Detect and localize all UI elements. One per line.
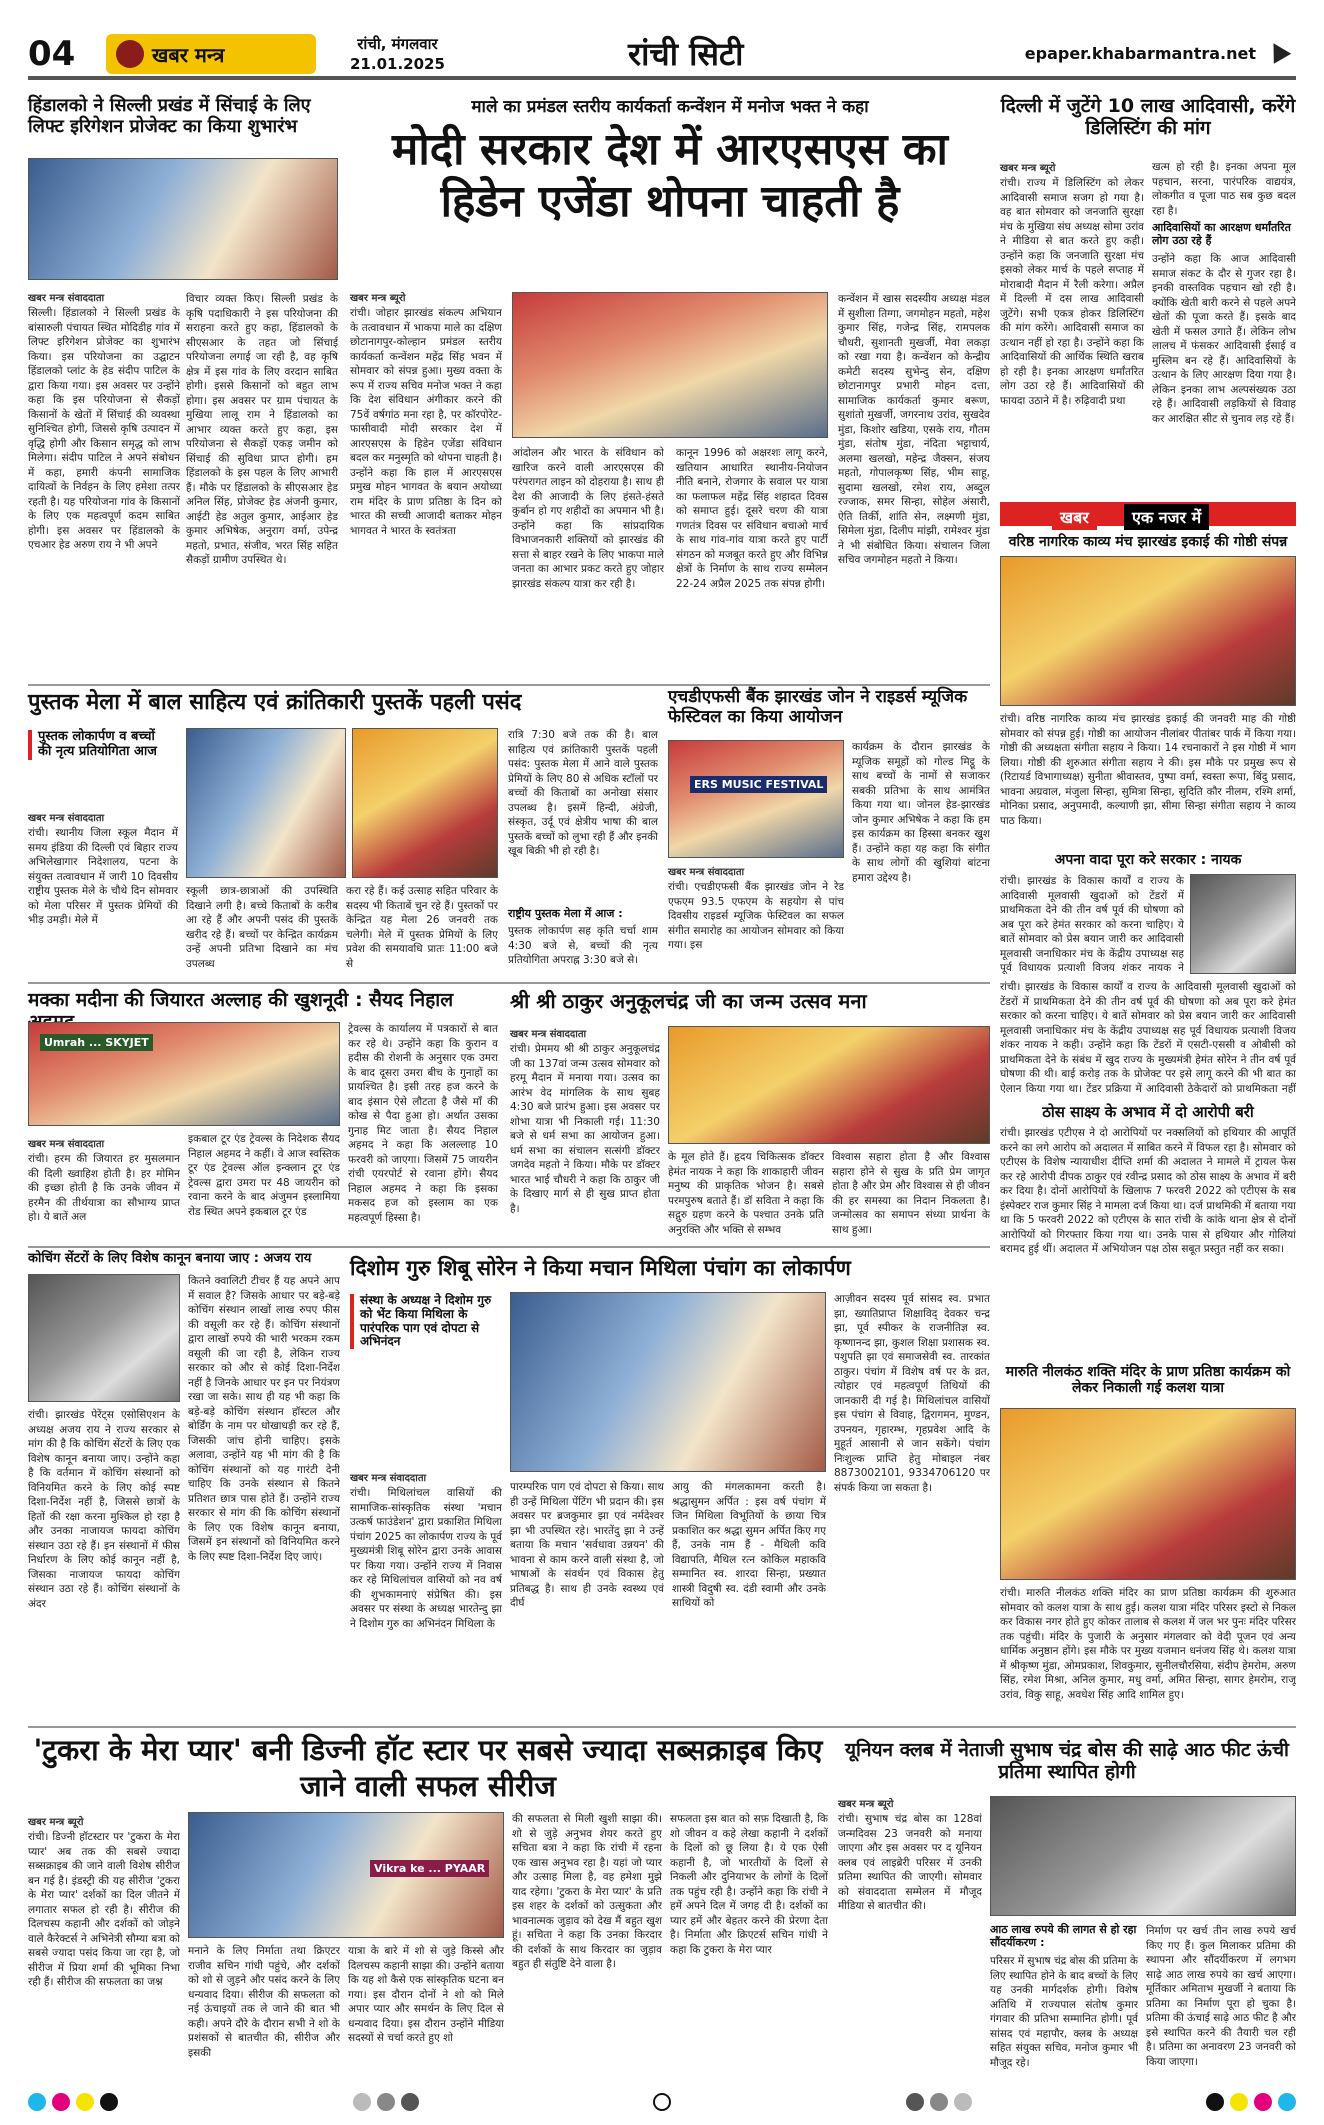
coaching-body-col1: रांची। झारखंड पेरेंट्स एसोसिएशन के अध्यक्ष अजय राय ने राज्य सरकार से मांग की है कि कोचिंग सेंटरों के लिए एक विशेष कानून बनाया जाए। उन्होंने कहा है कि वर्तमान में कोचिंग संस्थानों को विनियमित करने के लिए कोई स्पष्ट दिशा-निर्देश नहीं है, जिससे छात्रों के हितों की रक्षा करना मुश्किल हो रहा है और उनका नाजायज फायदा कोचिंग संस्थान उठा रहे हैं। इन संस्थानों में फीस निर्धारण के लिए कोई कानून नहीं है, जिसका नाजायज फायदा कोचिंग संस्थान उठा रहे हैं। कोचिंग संस्थानों के अंदर bbox=[28, 1409, 180, 1610]
cyan-dot-icon bbox=[1278, 2093, 1296, 2111]
bookfair-photo-right bbox=[352, 728, 498, 878]
black-dot-icon bbox=[1206, 2093, 1224, 2111]
modi-body-col1: रांची। जोहार झारखंड संकल्प अभियान के तत्वावधान में भाकपा माले का दक्षिण छोटानागपुर-कोल्हान प्रमंडल स्तरीय कार्यकर्ता कन्वेंशन महेंद्र सिंह भवन में सोमवार को संपन्न हुआ। मुख्य वक्ता के रूप में राज्य सचिव मनोज भक्त ने कहा कि देश संविधान अंगीकार करने की 75वें वर्षगांठ मना रहा है, पर कॉरपोरेट-फासीवादी मोदी सरकार देश में आरएसएस के हिडेन एजेंडा संविधान बदल कर मनुस्मृति को थोपना चाहती है। उन्होंने कहा कि हाल में आरएसएस प्रमुख मोहन भागवत के बयान अयोध्या राम मंदिर के प्राण प्रतिष्ठा के दिन को भारत की सच्ची आजादी बताकर मोहन भागवत ने भारत के स्वतंत्रता bbox=[350, 307, 502, 537]
nayak-portrait bbox=[1190, 874, 1296, 974]
makka-headline[interactable]: मक्का मदीना की जियारत अल्लाह की खुशनूदी : सैयद निहाल bbox=[28, 989, 454, 1011]
ajay-rai-portrait bbox=[28, 1274, 180, 1402]
hdfc-body-col2: कार्यक्रम के दौरान झारखंड के म्यूजिक समूहों को गोल्ड मिट्ठू के साथ बच्चों के नामों से सजाकर सबकी प्रतिभा के साथ आमंत्रित किया गया था। जोनल हेड-झारखंड जोन कुमार अभिषेक ने कहा कि हम इस कार्यक्रम का हिस्सा बनकर खुश हैं। उन्होंने कहा यह कहा कि संगीत के साथ लोगों की खुशियां बांटना हमारा उद्देश्य है। bbox=[852, 741, 990, 884]
ek-najar-body: रांची। वरिष्ठ नागरिक काव्य मंच झारखंड इकाई की जनवरी माह की गोष्ठी सोमवार को संपन्न हुई। गोष्ठी का आयोजन नीलांबर पीतांबर पार्क में किया गया। गोष्ठी की अध्यक्षता संगीता सहाय ने किया। 14 रचनाकारों ने इस गोष्ठी में भाग लिया। गोष्ठी की शुरुआत संगीता सहाय ने की। इस मौके पर प्रमुख रूप से (रिटायर्ड विभागाध्यक्ष) सुनीता श्रीवास्तव, पुष्पा वर्मा, स्वस्ता रूपा, बिंदु प्रसाद, भावना अग्रवाल, मंजुला सिन्हा, सुमित्रा सिन्हा, सुदिति कौर नीलम, रश्मि शर्मा, मोनिका प्रसाद, अनुपमादी, कल्याणी झा, सीमा सिन्हा संगीता सहाय ने काव्य पाठ किया। bbox=[1000, 713, 1296, 827]
tribal-body-col2: खत्म हो रही है। इनका अपना मूल पहचान, सरना, पारंपरिक वाद्ययंत्र, लोकगीत व पूजा पाठ सब कुछ बदल रहा है। bbox=[1152, 161, 1296, 217]
nayak-body-top: रांची। झारखंड के विकास कार्यों व राज्य के आदिवासी मूलवासी खुदाओं को टेंडरों में प्राथमिकता देने की तीन वर्ष पूर्व की घोषणा को अब पूरा करे हेमंत सरकार को करना चाहिए। ये बातें सोमवार को प्रेस बयान जारी कर आदिवासी मूलवासी जनाधिकार मंच के केंद्रीय उपाध्यक्ष सह पूर्व विधायक प्रत्याशी विजय शंकर नायक ने bbox=[1000, 875, 1184, 974]
hindalco-body-col1: सिल्ली। हिंडालको ने सिल्ली प्रखंड के बांसारुली पंचायत स्थित मोदिडीह गांव में लिफ्ट इरिगेशन प्रोजेक्ट का शुभारंभ किया। इस परियोजना का उद्घाटन हिंडालको प्लांट के हेड संदीप पाटिल के द्वारा किया गया। इस अवसर पर उन्होंने कहा कि इस परियोजना से सैकड़ों किसानों के खेतों में सिंचाई की व्यवस्था सुनिश्चित होगी, जिससे कृषि उत्पादन में वृद्धि होगी और किसान समृद्ध को लाभ मिलेगा। संदीप पाटिल ने अपने संबोधन में कहा, हमारी कंपनी सामाजिक दायित्वों के निर्वहन के लिए हमेशा तत्पर रहती है। यह परियोजना गांव के किसानों के लिए एक महत्वपूर्ण कदम साबित होगी। इस अवसर पर हिंडालको के एचआर हेड अरुण राय ने भी अपने bbox=[28, 307, 180, 551]
bookfair-photo-left bbox=[186, 728, 346, 878]
bookfair-headline[interactable]: पुस्तक मेला में बाल साहित्य एवं क्रांतिकारी पुस्तकें पहली पसंद bbox=[28, 690, 522, 715]
kalash-yatra-photo bbox=[1000, 1408, 1296, 1580]
color-dots-right bbox=[1206, 2093, 1296, 2111]
modi-byline: खबर मन्त्र ब्यूरो bbox=[350, 293, 406, 304]
gray-dot-icon bbox=[930, 2093, 948, 2111]
hdfc-byline: खबर मन्त्र संवाददाता bbox=[668, 867, 745, 878]
coaching-body-col2: कितने क्वालिटी टीचर हैं यह अपने आप में सवाल है? जिसके आधार पर बड़े-बड़े कोचिंग संस्थान लाखों लाख रुपए फीस की वसूली कर रहे हैं। कोचिंग संस्थानों द्वारा लाखों रुपये की भारी भरकम रकम वसूली की जा रही है, लेकिन राज्य सरकार को और से कोई दिशा-निर्देश नहीं है जिनके आधार पर इन पर नियंत्रण रखा जा सके। साथ ही यह भी कहा कि बड़े-बड़े कोचिंग संस्थान हॉस्टल और बोर्डिंग के नाम पर धोखाधड़ी कर रहे हैं, जिसकी जांच होनी चाहिए। इसके अलावा, उन्होंने यह भी मांग की है कि कोचिंग संस्थानों को यह गारंटी देनी चाहिए कि उनके संस्थान से कितने प्रतिशत छात्र पास होते हैं। उन्होंने राज्य सरकार से मांग की कि कोचिंग संस्थानों के लिए एक विशेष कानून बनाया, जिसमें इन संस्थानों को विनियमित करने के लिए स्पष्ट दिशा-निर्देश दिए जाएं। bbox=[188, 1275, 340, 1563]
makka-body-col2: इकबाल टूर एंड ट्रेवल्स के निदेशक सैयद निहाल अहमद ने कहीं। वे आज स्वस्तिक टूर एंड ट्रेवल्स ऑल इन्क्लान टूर एंड ट्रेवल्स द्वारा उमरा पर 48 जायरीन को रवाना करने के बाद अंजुमन इस्लामिया रोड स्थित अपने इकबाल टूर एंड bbox=[188, 1133, 340, 1218]
tribal-body-col3: उन्होंने कहा कि आज आदिवासी समाज संकट के दौर से गुजर रहा है। इनकी वास्तविक पहचान खो रही है। क्योंकि खेती बारी करने से पहले अपने खेतों की पूजा करते हैं। इसके बाद खेती में फसल उगाते हैं। लेकिन लोभ लालच में फंसकर आदिवासी ईसाई व मुस्लिम बन रहे हैं। आदिवासियों के उत्थान के लिए आरक्षण दिया गया है। लेकिन इनका लाभ अल्पसंख्यक उठा रहे हैं। आदिवासी लड़कियों से विवाह कर आरक्षित सीट से चुनाव लड़ रहे हैं। bbox=[1152, 253, 1296, 425]
hindalco-body-col2: विचार व्यक्त किए। सिल्ली प्रखंड के कृषि पदाधिकारी ने इस परियोजना की सराहना करते हुए कहा, हिंडालको के सीएसआर के तहत जो सिंचाई परियोजना लगाई जा रही है, वह कृषि क्षेत्र में इस गांव के लिए वरदान साबित होगी। इससे किसानों को बहुत लाभ होगा। इस अवसर पर ग्राम पंचायत के मुखिया लालू राम ने हिंडालको का आभार व्यक्त करते हुए कहा, इस परियोजना से सैकड़ों एकड़ जमीन को सिंचाई की सुविधा प्राप्त होगी। हम हिंडालको के इस पहल के लिए आभारी हैं। मौके पर हिंडालको के सीएसआर हेड अनिल सिंह, प्रोजेक्ट हेड अंजनी कुमार, आईटी हेड अतुल कुमार, आईआर हेड कुमार अभिषेक, अनुराग वर्मा, उपेन्द्र महतो, प्रभात, संजीव, भरत सिंह सहित सैकड़ों ग्रामीण उपस्थित थे। bbox=[186, 293, 338, 566]
divider bbox=[28, 982, 990, 984]
modi-body-col3: कानून 1996 को अक्षरशः लागू करने, खतियान आधारित स्थानीय-नियोजन नीति बनाने, रोजगार के सवाल पर यात्रा का फलाफल महेंद्र सिंह शहादत दिवस को समाप्त हुई। दूसरे चरण की यात्रा गणतंत्र दिवस पर संविधान बचाओ मार्च के साथ गांव-गांव यात्रा करते हुए पार्टी संगठन को मजबूत करते हुए और विभिन्न क्षेत्रों के निर्माण के साथ राज्य सम्मेलन 22-24 अप्रैल 2025 तक संपन्न होगी। bbox=[676, 447, 828, 590]
ek-najar-headline[interactable]: वरिष्ठ नागरिक काव्य मंच झारखंड इकाई की गोष्ठी संपन्न bbox=[1008, 534, 1288, 550]
dishom-headline[interactable]: दिशोम गुरु शिबू सोरेन ने किया मचान मिथिला पंचांग का लोकार्पण bbox=[350, 1256, 851, 1280]
thakur-byline: खबर मन्त्र संवाददाता bbox=[510, 1029, 587, 1040]
brand-badge[interactable] bbox=[106, 34, 316, 74]
music-festival-banner: ERS MUSIC FESTIVAL bbox=[690, 776, 827, 793]
gray-dots-right bbox=[906, 2093, 972, 2111]
tribal-subhead: आदिवासियों का आरक्षण धर्मांतरित लोग उठा रहे हैं bbox=[1152, 221, 1291, 247]
bookfair-body-col1: रांची। स्थानीय जिला स्कूल मैदान में समय इंडिया की दिल्ली एवं बिहार राज्य अभिलेखागार निदेशालय, पटना के संयुक्त तत्वावधान में जारी 10 दिवसीय राष्ट्रीय पुस्तक मेले के चौथे दिन सोमवार को मेला परिसर में पुस्तक प्रेमियों की भीड़ उमड़ी। मेले में bbox=[28, 827, 178, 926]
yellow-dot-icon bbox=[1230, 2093, 1248, 2111]
panchang-launch-photo bbox=[510, 1292, 826, 1472]
pointer-icon bbox=[1265, 38, 1291, 64]
magenta-dot-icon bbox=[1254, 2093, 1272, 2111]
print-registration-strip bbox=[28, 2090, 1296, 2114]
netaji-byline: खबर मन्त्र ब्यूरो bbox=[838, 1799, 894, 1810]
hindalco-headline[interactable]: हिंडालको ने सिल्ली प्रखंड में सिंचाई के लिए लिफ्ट इरिगेशन प्रोजेक्ट का किया शुभारंभ bbox=[28, 95, 311, 137]
divider bbox=[28, 1726, 1296, 1728]
netaji-body-col2: परिसर में सुभाष चंद्र बोस की प्रतिमा के लिए स्थापित होने के बाद बच्चों के लिए यह उनकी मार्गदर्शक होगी। विशेष अतिथि में राज्यपाल संतोष कुमार गंगवार की प्रतिभा सम्मानित होगी। पूर्व सांसद एवं महापौर, क्लब के अध्यक्ष सहित संयुक्त सचिव, मनोज कुमार भी मौजूद रहे। bbox=[990, 1955, 1138, 2069]
modi-body-col2: आंदोलन और भारत के संविधान को खारिज करने वाली आरएसएस की परंपरागत लाइन को दोहराया है। साथ ही देश की आजादी के लिए हंसते-हंसते कुर्बान हो गए शहीदों का अपमान भी है। उन्होंने कहा कि सांप्रदायिक विभाजनकारी शक्तियों को झारखंड की सत्ता से बाहर रखने के लिए भाकपा माले जनता का आभार प्रकट करते हुए जोहार झारखंड संकल्प यात्रा कर रही है। bbox=[512, 447, 664, 590]
thakur-gathering-photo bbox=[668, 1026, 990, 1144]
hdfc-headline[interactable]: एचडीएफसी बैंक झारखंड जोन ने राइडर्स म्यूजिक फेस्टिवल का किया आयोजन bbox=[668, 687, 968, 727]
cyan-dot-icon bbox=[28, 2093, 46, 2111]
nayak-body: रांची। झारखंड के विकास कार्यों व राज्य के आदिवासी मूलवासी खुदाओं को टेंडरों में प्राथमिकता देने की तीन वर्ष पूर्व की घोषणा को अब पूरा करे हेमंत सरकार को करना चाहिए। ये बातें सोमवार को प्रेस बयान जारी कर आदिवासी मूलवासी जनाधिकार मंच के केंद्रीय उपाध्यक्ष सह पूर्व विधायक प्रत्याशी विजय शंकर नायक ने कही। उन्होंने कहा कि टेंडरों में एसटी-एससी व ओबीसी को प्राथमिकता देने के संबंध में खुद राज्य के मुख्यमंत्री हेमंत सोरेन ने तीन वर्ष पूर्व घोषणा की थी। बाई करोड़ तक के प्रोजेक्ट पर इसे लागू करने की भी बात का ऐलान किया गया था। टेंडर प्रक्रिया में आदिवासी ठेकेदारों को प्राथमिकता नहीं bbox=[1000, 981, 1296, 1095]
gray-dot-icon bbox=[954, 2093, 972, 2111]
modi-headline[interactable]: मोदी सरकार देश में आरएसएस का हिडेन एजेंडा थोपना चाहती है bbox=[392, 124, 948, 227]
black-dot-icon bbox=[100, 2093, 118, 2111]
bookfair-body-col4: रात्रि 7:30 बजे तक की है। बाल साहित्य एवं क्रांतिकारी पुस्तकें पहली पसंद: पुस्तक मेला में आने वाले पुस्तक प्रेमियों के लिए 80 से अधिक स्टॉलों पर बच्चों की किताबों का अनोखा संसार उपलब्ध है। इसमें हिन्दी, अंग्रेजी, संस्कृत, उर्दू एवं क्षेत्रीय भाषा की बाल पुस्तकें बच्चों को लुभा रही हैं और इनकी खूब बिक्री भी हो रही है। bbox=[508, 729, 658, 857]
dishom-body-col3: आयु की मंगलकामना करती है। श्रद्धासुमन अर्पित : इस वर्ष पंचांग में जिन मिथिला विभूतियों के छाया चित्र प्रकाशित कर श्रद्धा सुमन अर्पित किए गए हैं, उनके नाम हैं - मैथिली कवि विद्यापति, मैथिल रत्न कोकिल महाकवि सम्मानित स्व. शारदा सिन्हा, प्रख्यात शास्त्री विदुषी स्व. दंडी स्वामी और उनके साथियों को bbox=[672, 1481, 826, 1609]
makka-byline: खबर मन्त्र संवाददाता bbox=[28, 1139, 105, 1150]
gray-dot-icon bbox=[401, 2093, 419, 2111]
ek-najar-tag2: एक नजर में bbox=[1124, 504, 1209, 530]
tukra-body-col4: की सफलता से मिली खुशी साझा की। शो से जुड़े अनुभव शेयर करते हुए सचिता बत्रा ने कहा कि रांची में रहना एक खास अनुभव रहा है। यहां जो प्यार और उत्साह मिला है, वह हमेशा मुझे याद रहेगा। 'टुकरा के मेरा प्यार' के प्रति इस शहर के दर्शकों को उत्सुकता और भावनात्मक जुड़ाव को देख मैं बहुत खुश हूं। सचिता ने कहा कि उनका किरदार की दर्शकों के साथ किरदार का जुड़ाव बहुत ही संतुष्टि देने वाला है। bbox=[512, 1813, 662, 1970]
umrah-banner: Umrah ... SKYJET bbox=[40, 1034, 153, 1051]
bookfair-body-col3: करा रहे हैं। कई उत्साह सहित परिवार के सदस्य भी किताबें चुन रहे हैं। पुस्तकों पर केन्द्रित यह मेला 26 जनवरी तक चलेगी। मेले में पुस्तक प्रेमियों के लिए प्रवेश की समयावधि प्रातः 11:00 बजे से bbox=[346, 885, 498, 970]
modi-body-col4: कन्वेंशन में खास सदस्यीय अध्यक्ष मंडल में सुशीला तिग्गा, जगमोहन महतो, महेश कुमार सिंह, गजेन्द्र सिंह, रामपलक चौधरी, सुशानती मुखर्जी, मेवा लकड़ा को रखा गया है। कन्वेंशन को केन्द्रीय कमेटी सदस्य सुभेन्दु सेन, दक्षिण छोटानागपुर प्रभारी मोहन दत्ता, सामाजिक कार्यकर्ता कुमार बरूण, सुशांतो मुखर्जी, जगरनाथ उरांव, सुखदेव मुंडा, किशोर खडिया, एसके राय, गौतम मुंडा, संतोष मुंडा, नंदिता भट्टाचार्य, अलमा खलखो, महेन्द्र जैक्सन, संजय महतो, गोपालकृष्ण सिंह, भीम साहू, सुदामा खलखो, रमेश राय, अब्दुल रज्जाक, समर सिन्हा, सोहेल अंसारी, ऐति तिर्की, शांति सेन, लक्ष्मणी मुंडा, सिमेला मुंडा, दिलीप मांझी, रामेश्वर मुंडा ने भी संबोधित किया। संचालन जिला सचिव जगमोहन महतो ने किया। bbox=[838, 293, 990, 566]
netaji-body-col3: निर्माण पर खर्च तीन लाख रुपये खर्च किए गए हैं। कुल मिलाकर प्रतिमा की स्थापना और सौंदर्यीकरण में लगभग साढ़े आठ लाख रुपये का खर्च आएगा। मूर्तिकार अमिताभ मुखर्जी ने बताया कि प्रतिमा का निर्माण पूरा हो चुका है। प्रतिमा की ऊंचाई साढ़े आठ फीट है और इसे स्थापित करने की तैयारी चल रही है। प्रतिमा का अनावरण 23 जनवरी को किया जाएगा। bbox=[1146, 1925, 1296, 2068]
thakur-body-col3: विश्वास सहारा होता है और विश्वास सहारा होने से सुख के प्रति प्रेम जागृत होता है और प्रेम और विश्वास से ही जीवन की हर समस्या का निदान निकलता है। जन्मोत्सव का समापन संध्या प्रार्थना के साथ हुआ। bbox=[832, 1151, 990, 1236]
dishom-byline: खबर मन्त्र संवाददाता bbox=[350, 1473, 427, 1484]
brand-name: खबर मन्त्र bbox=[152, 42, 225, 67]
gray-dots-left bbox=[353, 2093, 419, 2111]
tukra-body-col1: रांची। डिज्नी हॉटस्टार पर 'टुकरा के मेरा प्यार' अब तक की सबसे ज्यादा सब्सक्राइब की जाने वाली विशेष सीरीज बन गई है। इंडस्ट्री की यह सीरीज 'टुकरा के मेरा प्यार' दर्शकों का दिल जीतने में लगातार सफल हो रही है। सीरीज की दिलचस्प कहानी और दर्शकों को जोड़ने वाले कैरेक्टर्स ने अभिनेत्री सौम्या बत्रा को सबसे ज्यादा पसंद किया जा रहा है, जो सीरीज में प्रिया शर्मा की भूमिका निभा रही हैं। सीरीज की सफलता का जश्न bbox=[28, 1831, 180, 1988]
makka-body-col1: रांची। हरम की जियारत हर मुसलमान की दिली ख्वाहिश होती है। हर मोमिन की इच्छा होती है कि उनके जीवन में हरमैन की तीर्थयात्रा का सौभाग्य प्राप्त हो। ये बातें अल bbox=[28, 1153, 180, 1223]
tukra-poster-text: Vikra ke ... PYAAR bbox=[370, 1860, 489, 1877]
ek-najar-tag1: खबर bbox=[1052, 504, 1097, 530]
tukra-byline: खबर मन्त्र ब्यूरो bbox=[28, 1817, 84, 1828]
modi-convention-photo bbox=[512, 292, 828, 438]
hindalco-byline: खबर मन्त्र संवाददाता bbox=[28, 293, 105, 304]
section-title: रांची सिटी bbox=[628, 35, 744, 73]
hindalco-photo bbox=[28, 158, 338, 280]
tukra-body-col3: यात्रा के बारे में शो से जुड़े किस्से और दिलचस्प कहानी साझा की। उन्होंने बताया कि यह शो कैसे एक सांस्कृतिक घटना बन गया। इस दौरान दोनों ने शो को मिले अपार प्यार और समर्थन के लिए दिल से धन्यवाद दिया। इस दौरान उन्होंने मीडिया सदस्यों से चर्चा करते हुए शो bbox=[348, 1945, 504, 2044]
crosshair-icon bbox=[653, 2093, 671, 2111]
saboot-body: रांची। झारखंड एटीएस ने दो आरोपियों पर नक्सलियों को हथियार की आपूर्ति करने का लगे आरोप को अदालत में साबित करने में विफल रहा है। सोमवार को एटीएस के विशेष न्यायाधीश दीप्ति शर्मा की अदालत ने मामले में ट्रायल फेस कर रहे आरोपी दीपक ठाकुर एवं रवीन्द्र प्रसाद को ठोस साक्ष्य के अभाव में बरी कर दिया है। दोनों आरोपियों के खिलाफ 7 फरवरी 2022 को एटीएस के सब इंस्पेक्टर राज कुमार सिंह ने मामला दर्ज किया था। दर्ज प्राथमिकी में बताया गया था कि 5 फरवरी 2022 को एटीएस के सात रांची के कांके थाना क्षेत्र से दोनों आरोपियों को गिरफ्तार किया गया था। उनके पास से हथियार और गोलियां बरामद हुई थीं। अदालत में अभियोजन पक्ष ठोस सबूत प्रस्तुत नहीं कर सका। bbox=[1000, 1127, 1296, 1255]
page-header bbox=[28, 30, 1296, 80]
saboot-headline[interactable]: ठोस साक्ष्य के अभाव में दो आरोपी बरी bbox=[1042, 1103, 1254, 1121]
bookfair-sub2: राष्ट्रीय पुस्तक मेला में आज : bbox=[508, 907, 623, 920]
netaji-subhead: आठ लाख रुपये की लागत से हो रहा सौंदर्यीकरण : bbox=[990, 1923, 1137, 1949]
dishom-body-col4: आज़ीवन सदस्य पूर्व सांसद स्व. प्रभात झा, ख्यातिप्राप्त शिक्षाविद् देवकर चन्द्र झा, पूर्व स्पीकर के राजनीतिज्ञ स्व. कृष्णानन्द झा, कुशल शिक्षा प्रशासक स्व. पशुपति झा एवं समाजसेवी स्व. तारकांत ठाकुर। पंचांग में विशेष वर्ष पर के व्रत, त्योहार एवं महत्वपूर्ण तिथियों की जानकारी दी गई है। मिथिलांचल वासियों इस पंचांग से विवाह, द्विरागमन, मुण्डन, उपनयन, गृहारम्भ, गृहप्रवेश आदि के मुहूर्त आसानी से जान सकेंगे। पंचांग निःशुल्क प्राप्ति हेतु मोबाइल नंबर 8873002101, 9334706120 पर संपर्क किया जा सकता है। bbox=[834, 1293, 990, 1494]
issue-date-value: 21.01.2025 bbox=[350, 55, 445, 73]
divider bbox=[28, 1246, 990, 1248]
maruti-headline[interactable]: मारुति नीलकंठ शक्ति मंदिर के प्राण प्रतिष्ठा कार्यक्रम को लेकर निकाली गई कलश यात्रा bbox=[1005, 1364, 1291, 1397]
bookfair-body-col2: स्कूली छात्र-छात्राओं की उपस्थिति दिखाने लगी है। बच्चे किताबों के करीब आ रहे हैं और अपनी पसंद की पुस्तकें खरीद रहे हैं। बच्चों पर केन्द्रित कार्यक्रम उन्हें अपनी प्रतिभा दिखाने का मंच उपलब्ध bbox=[186, 885, 338, 970]
gray-dot-icon bbox=[353, 2093, 371, 2111]
dishom-body-col2: पारम्परिक पाग एवं दोपटा से किया। साथ ही उन्हें मिथिला पेंटिंग भी प्रदान की। इस अवसर पर ब्रजकुमार झा एवं नर्मदेश्वर झा भी उपस्थित रहे। भारतेंदु झा ने उन्हें बताया कि मचान 'सर्वधावा उन्नयन' की भावना से काम करने वाली संस्था है, जो भाषाओं के संवर्धन एवं विकास हेतु प्रतिबद्ध है। साथ ही उनके स्वस्थ्य एवं दीर्घ bbox=[510, 1481, 664, 1609]
poets-group-photo bbox=[1000, 556, 1296, 706]
magenta-dot-icon bbox=[52, 2093, 70, 2111]
hdfc-body-col1: रांची। एचडीएफसी बैंक झारखंड जोन ने रेड एफएम 93.5 एफएम के सहयोग से पांच दिवसीय राइडर्स म्यूजिक फेस्टिवल का सफल संगीत समारोह का आयोजन सोमवार को किया गया। इस bbox=[668, 881, 844, 951]
modi-kicker: माले का प्रमंडल स्तरीय कार्यकर्ता कन्वेंशन में मनोज भक्त ने कहा bbox=[471, 97, 869, 117]
epaper-url-link[interactable]: epaper.khabarmantra.net bbox=[1024, 44, 1256, 63]
nayak-headline[interactable]: अपना वादा पूरा करे सरकार : नायक bbox=[1054, 852, 1242, 868]
thakur-body-col1: रांची। प्रेममय श्री श्री ठाकुर अनुकूलचंद्र जी का 137वां जन्म उत्सव सोमवार को हरमू मैदान में मनाया गया। उत्सव का आरंभ वेद मांगलिक के साथ सुबह 4:30 बजे प्रारंभ हुआ। इस अवसर पर शोभा यात्रा भी निकाली गई। 11:30 बजे से धर्म सभा का आयोजन हुआ। धर्म सभा का संचालन सत्संगी डॉक्टर जगदेव महतो ने किया। मौके पर डॉक्टर भारत भाई चौधरी ने कहा कि ठाकुर जी के दिखाए मार्ग से ही सुख प्राप्त होता है। bbox=[510, 1043, 660, 1215]
gray-dot-icon bbox=[906, 2093, 924, 2111]
divider bbox=[28, 684, 990, 686]
yellow-dot-icon bbox=[76, 2093, 94, 2111]
coaching-headline[interactable]: कोचिंग सेंटरों के लिए विशेष कानून बनाया जाए : अजय राय bbox=[28, 1251, 312, 1266]
makka-body-col3: ट्रेवल्स के कार्यालय में पत्रकारों से बात कर रहे थे। उन्होंने कहा कि कुरान व हदीस की रोशनी के अनुसार एक उमरा के बाद दूसरा उमरा बीच के गुनाहों का प्रायश्चित है। इसी तरह हज करने के बाद इंसान ऐसे लौटता है जैसे माँ की कोख से पैदा हुआ हो। अर्थात उसका गुनाह मिट जाता है। सैयद निहाल अहमद ने कहा कि अलल्लाह 10 फरवरी को जाएगा। जिसमें 75 जायरीन रांची एयरपोर्ट से रवाना होंगे। सैयद निहाल अहमद ने कहा कि इसका मकसद हज को इस्लाम का एक महत्वपूर्ण हिस्सा है। bbox=[348, 1023, 498, 1224]
tribal-byline: खबर मन्त्र ब्यूरो bbox=[1000, 163, 1056, 174]
thakur-body-col2: के मूल होते हैं। हृदय चिकित्सक डॉक्टर हेमंत नायक ने कहा कि शाकाहारी जीवन मनुष्य की प्राकृतिक भोजन है। सबसे परमपुरुष बताते हैं। डॉ सविता ने कहा कि सद्गुरु ग्रहण करने के पश्चात उनके प्रति अनुरक्ति और भक्ति से सम्भव bbox=[668, 1151, 824, 1236]
thakur-headline[interactable]: श्री श्री ठाकुर अनुकूलचंद्र जी का जन्म उत्सव मना bbox=[510, 989, 867, 1013]
maruti-body: रांची। मारुति नीलकंठ शक्ति मंदिर का प्राण प्रतिष्ठा कार्यक्रम की शुरुआत सोमवार को कलश यात्रा के साथ हुई। कलश यात्रा मंदिर परिसर इस्टो से निकल कर विकास नगर होते हुए कोकर तालाब से कलश में जल भर पुनः मंदिर परिसर तक पहुंची। मंदिर के पुजारी के अनुसार मंगलवार को वेदी पूजन एवं अन्य धार्मिक अनुष्ठान होंगे। इस मौके पर मुख्य यजमान धनंजय सिंह थे। कलश यात्रा में श्रीकृष्ण मुंडा, ओमप्रकाश, शिवकुमार, सुनीलचौरसिया, संदीप हेमरोम, अरुण सिंह, रमेश मिश्रा, अनिल कुमार, मधु वर्मा, अमित सिन्हा, सागर हेमरोम, राजू उरांव, विकु साहू, अवधेश सिंह आदि शामिल हुए। bbox=[1000, 1587, 1296, 1701]
dishom-subhead: संस्था के अध्यक्ष ने दिशोम गुरु को भेंट किया मिथिला के पारंपरिक पाग एवं दोपटा से अभिनंदन bbox=[350, 1294, 500, 1349]
gray-dot-icon bbox=[377, 2093, 395, 2111]
issue-date-place: रांची, मंगलवार bbox=[357, 35, 438, 53]
brand-logo-icon bbox=[116, 40, 144, 68]
tribal-body-col1: रांची। राज्य में डिलिस्टिंग को लेकर आदिवासी समाज सजग हो गया है। वह बात सोमवार को जनजाति सुरक्षा मंच के मुखिया संघ अध्यक्ष सोमा उरांव ने मीडिया से बात करते हुए कही। उन्होंने कहा कि जनजाति सुरक्षा मंच इसको लेकर मार्च के पहले सप्ताह में मोराबादी मैदान में रैली करेगा। अप्रैल में दिल्ली में दस लाख आदिवासी जुटेंगे। सभी एकत्र होकर डिलिस्टिंग की मांग करेंगे। आदिवासी समाज का उत्थान नहीं हो रहा है। उन्होंने कहा कि आदिवासियों की आर्थिक स्थिति खराब हो रही है। इनका आरक्षण धर्मांतरित लोग उठा रहे हैं। आदिवासियों की फायदा उठाने में है। रुढ़िवादी प्रथा bbox=[1000, 177, 1144, 407]
color-dots-left bbox=[28, 2093, 118, 2111]
page-number: 04 bbox=[28, 34, 76, 74]
music-festival-photo bbox=[668, 740, 844, 858]
issue-date bbox=[350, 34, 445, 74]
netaji-headline[interactable]: यूनियन क्लब में नेताजी सुभाष चंद्र बोस की साढ़े आठ फीट ऊंची प्रतिमा स्थापित होगी bbox=[845, 1739, 1289, 1783]
netaji-press-photo bbox=[990, 1796, 1296, 1916]
tribal-headline[interactable]: दिल्ली में जुटेंगे 10 लाख आदिवासी, करेंगे डिलिस्टिंग की मांग bbox=[1000, 95, 1296, 139]
bookfair-subhead: पुस्तक लोकार्पण व बच्चों की नृत्य प्रतियोगिता आज bbox=[28, 730, 168, 760]
bookfair-byline: खबर मन्त्र संवाददाता bbox=[28, 813, 105, 824]
netaji-body-col1: रांची। सुभाष चंद्र बोस का 128वां जन्मदिवस 23 जनवरी को मनाया जाएगा और इस अवसर पर द यूनियन क्लब एवं लाइब्रेरी परिसर में उनकी प्रतिमा स्थापित की जाएगी। सोमवार को संवाददाता सम्मेलन में मौजूद मीडिया से बातचीत की। bbox=[838, 1813, 982, 1912]
tukra-body-col2: मनाने के लिए निर्माता तथा क्रिएटर राजीव सचिन गांधी पहुंचे, और दर्शकों को शो से जुड़ने और पसंद करने के लिए धन्यवाद दिया। सीरीज की सफलता को नई ऊंचाइयों तक ले जाने की बात भी कही। अपने दौरे के दौरान सभी ने शो के प्रशंसकों से बातचीत की, सीरीज और इसकी bbox=[188, 1945, 340, 2059]
tukra-body-col5: सफलता इस बात को सफ़ दिखाती है, कि शो जीवन व कहे लेखा कहानी ने दर्शकों के दिलों को छू लिया है। ये एक ऐसी कहानी है, जो भारतीयों के दिलों से निकली और दुनियाभर के लोगों के दिलों तक पहुंच रही है। उन्होंने कहा कि रांची ने हमें अपने दिल में जगह दी है। दर्शकों का प्यार हमें और बेहतर करने की प्रेरणा देता है। निर्माता और क्रिएटर्स सचिन गांधी ने कहा कि टुकरा के मेरा प्यार bbox=[670, 1813, 828, 1956]
bookfair-body-col5: पुस्तक लोकार्पण सह कृति चर्चा शाम 4:30 बजे से, बच्चों की नृत्य प्रतियोगिता अपराह्न 3:30 बजे से। bbox=[508, 925, 658, 966]
tukra-headline[interactable]: 'टुकरा के मेरा प्यार' बनी डिज्नी हॉट स्टार पर सबसे ज्यादा सब्सक्राइब किए जाने वाली सफल सीरीज bbox=[33, 1733, 823, 1803]
dishom-body-col1: रांची। मिथिलांचल वासियों की सामाजिक-सांस्कृतिक संस्था 'मचान उत्कर्ष फाउंडेशन' द्वारा प्रकाशित मिथिला पंचांग 2025 का लोकार्पण राज्य के पूर्व मुख्यमंत्री शिबू सोरेन द्वारा उनके आवास पर किया गया। उन्होंने राज्य में निवास कर रहे मिथिलांचल वासियों को नव वर्ष की शुभकामनाएं संप्रेषित की। इस अवसर पर संस्था के अध्यक्ष भारतेन्दु झा ने दिशोम गुरु का अभिनंदन मिथिला के bbox=[350, 1487, 502, 1630]
